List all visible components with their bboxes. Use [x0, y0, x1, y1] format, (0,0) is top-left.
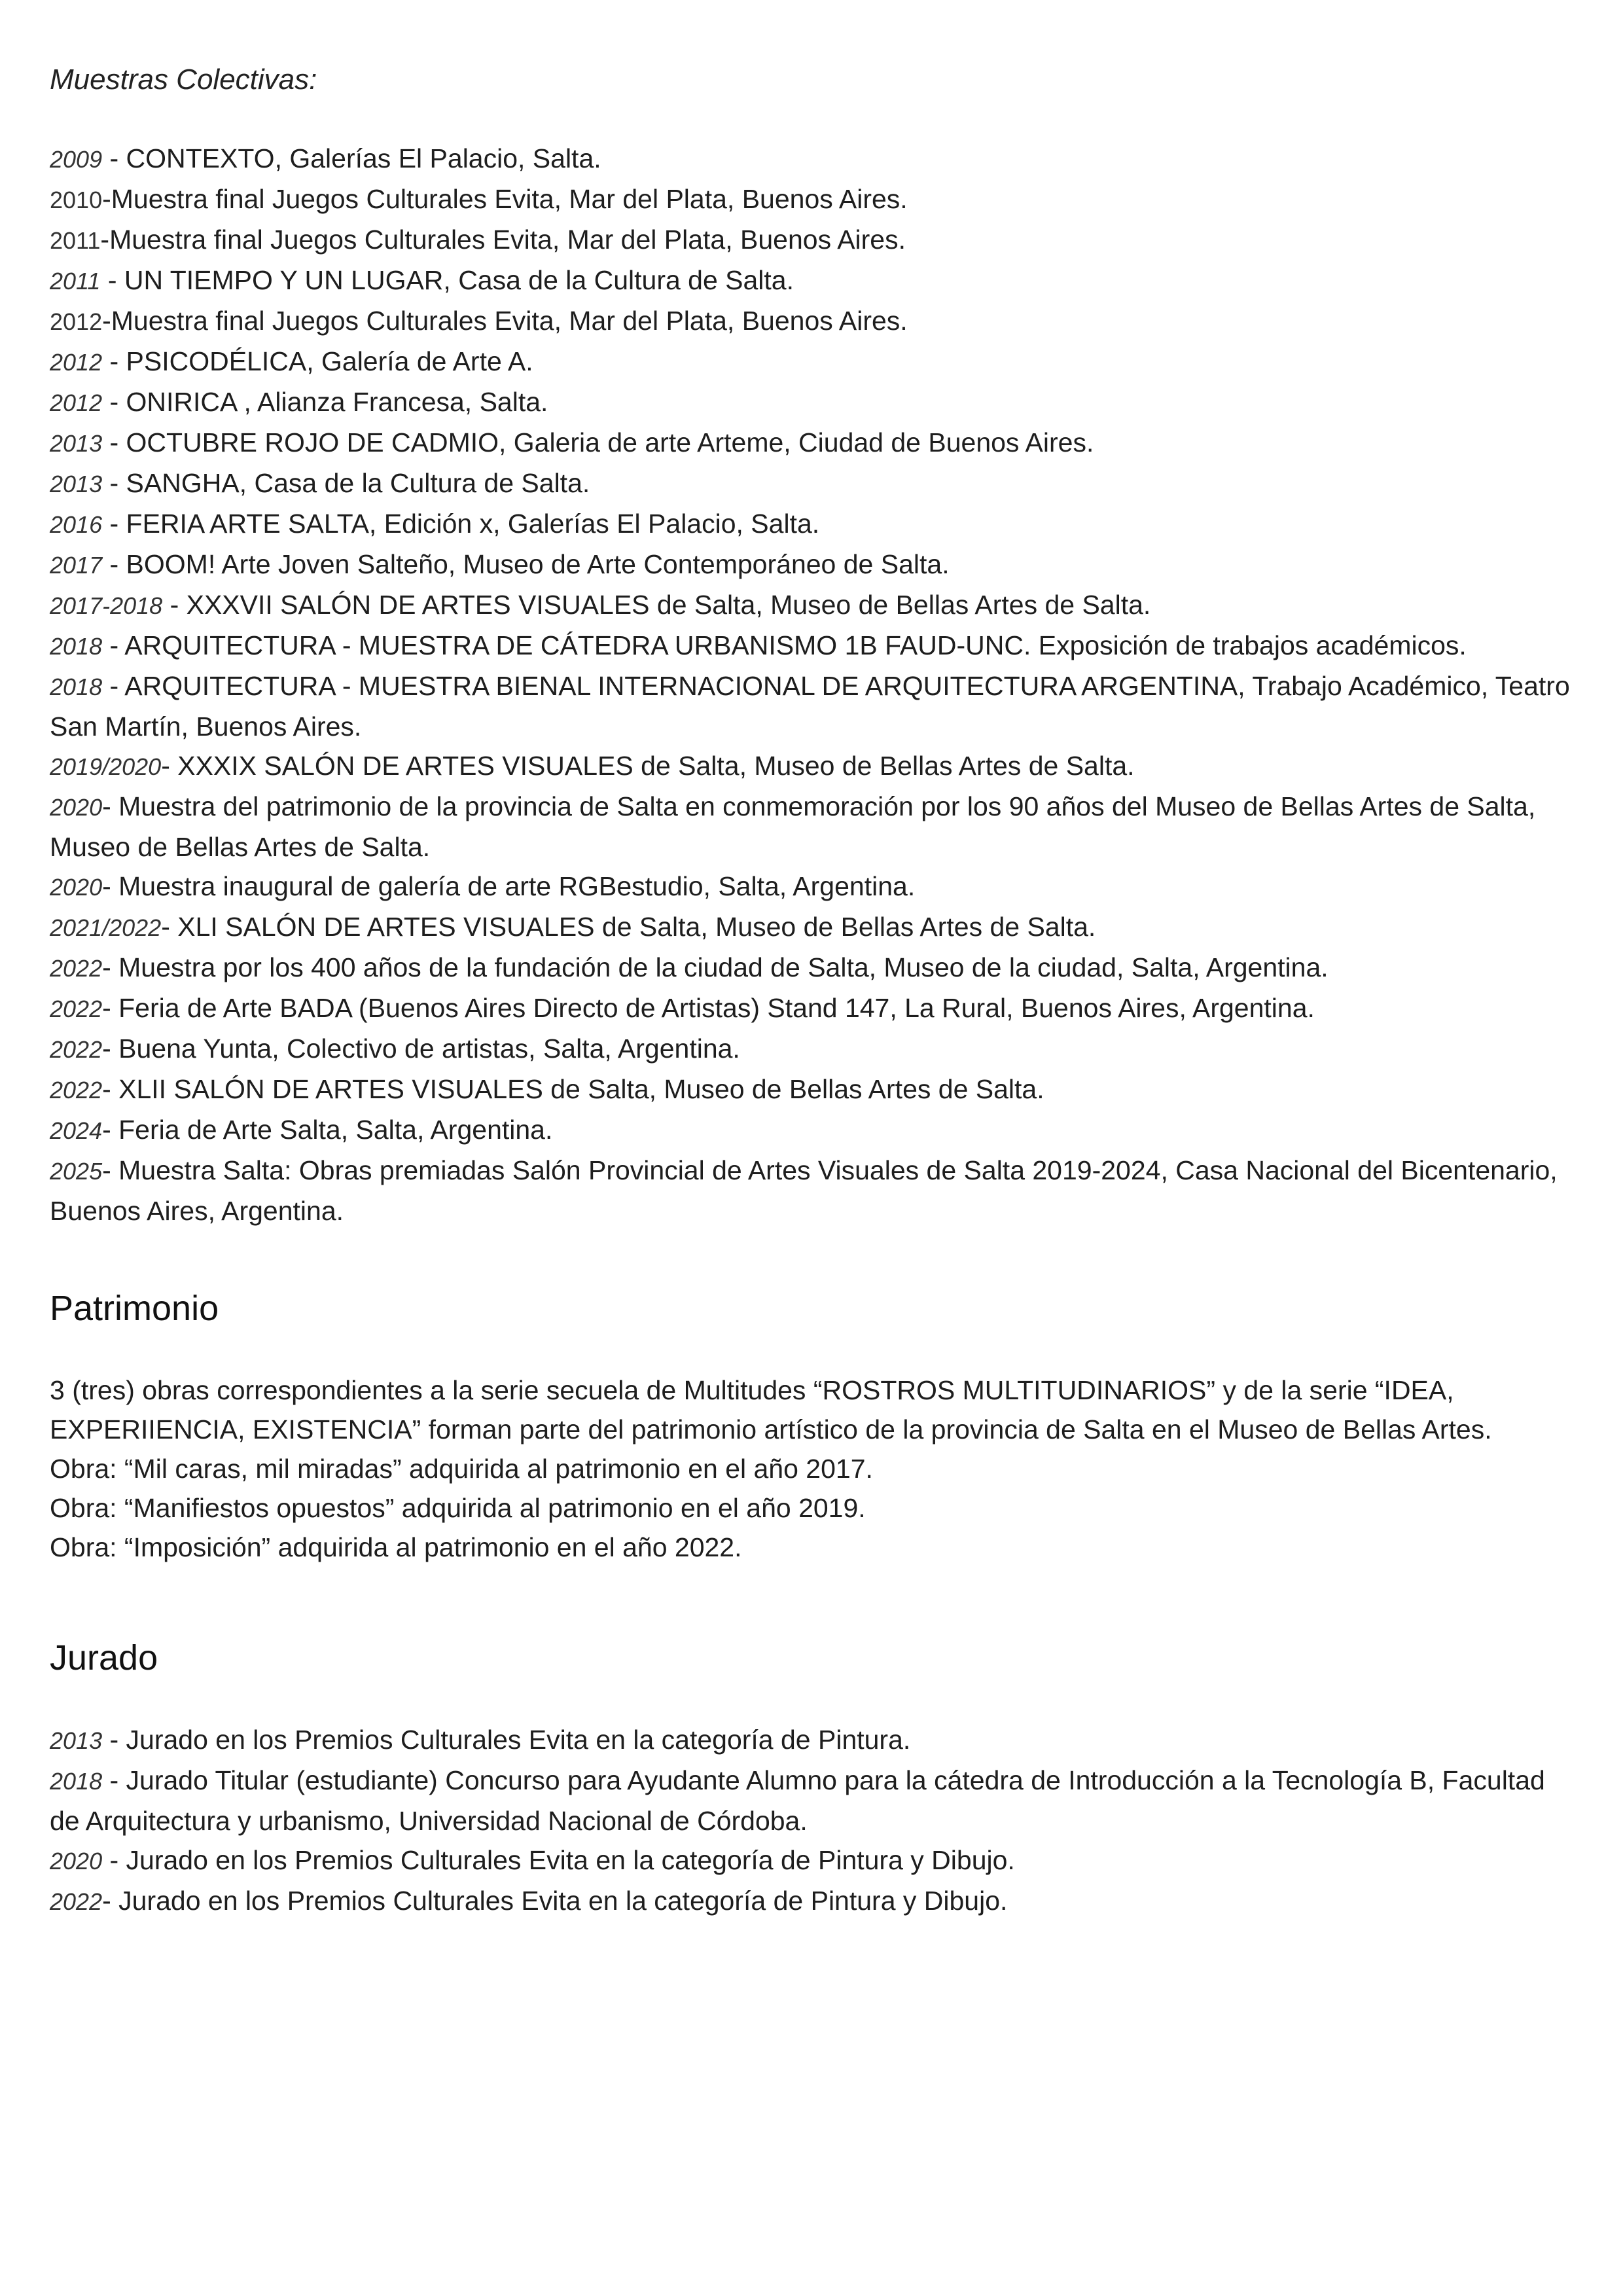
- entry-year: 2013: [50, 430, 103, 457]
- entry-text: Muestra del patrimonio de la provincia de Salta en conmemoración por los 90 años del Museo de Bellas Artes de Salta, Museo de Bellas Artes de Salta.: [50, 791, 1536, 862]
- exhibition-entry: [50, 867, 1581, 907]
- exhibition-entry: [50, 1110, 1581, 1151]
- spacer: [50, 99, 1581, 139]
- exhibition-entry: [50, 423, 1581, 463]
- entry-text: Buena Yunta, Colectivo de artistas, Salta, Argentina.: [118, 1033, 740, 1064]
- entry-text: ONIRICA , Alianza Francesa, Salta.: [126, 387, 548, 417]
- jury-entry: [50, 1840, 1581, 1881]
- entry-separator: -: [102, 1845, 126, 1875]
- entry-separator: -: [102, 671, 125, 701]
- entry-text: ARQUITECTURA - MUESTRA BIENAL INTERNACIONAL DE ARQUITECTURA ARGENTINA, Trabajo Académico, Teatro San Martín, Buenos Aires.: [50, 671, 1570, 742]
- exhibition-entry: [50, 139, 1581, 179]
- entry-year: 2022: [50, 996, 103, 1022]
- entry-year: 2022: [50, 1077, 103, 1103]
- entry-separator: -: [102, 387, 126, 417]
- exhibition-entry: [50, 746, 1581, 787]
- spacer: [50, 1331, 1581, 1371]
- entry-text: BOOM! Arte Joven Salteño, Museo de Arte Contemporáneo de Salta.: [126, 549, 950, 579]
- entry-separator: -: [102, 468, 126, 498]
- entry-separator: -: [102, 952, 119, 982]
- entry-text: Feria de Arte BADA (Buenos Aires Directo de Artistas) Stand 147, La Rural, Buenos Aires, Argentina.: [118, 993, 1315, 1023]
- entry-text: SANGHA, Casa de la Cultura de Salta.: [126, 468, 590, 498]
- entry-text: UN TIEMPO Y UN LUGAR, Casa de la Cultura de Salta.: [124, 265, 794, 295]
- exhibition-entry: [50, 220, 1581, 260]
- entry-text: Muestra por los 400 años de la fundación de la ciudad de Salta, Museo de la ciudad, Salta, Argentina.: [118, 952, 1329, 982]
- entry-year: 2022: [50, 955, 103, 982]
- entry-text: Muestra final Juegos Culturales Evita, Mar del Plata, Buenos Aires.: [111, 306, 908, 336]
- entry-text: XLII SALÓN DE ARTES VISUALES de Salta, Museo de Bellas Artes de Salta.: [118, 1074, 1044, 1104]
- entry-year: 2018: [50, 633, 103, 660]
- patrimonio-obra-line: Obra: “Mil caras, mil miradas” adquirida al patrimonio en el año 2017.: [50, 1454, 873, 1484]
- entry-year: 2024: [50, 1117, 103, 1144]
- muestras-colectivas-list: [50, 139, 1581, 1230]
- jury-entry: [50, 1720, 1581, 1761]
- entry-year: 2012: [50, 308, 103, 335]
- jury-entry: [50, 1881, 1581, 1922]
- spacer: [50, 1681, 1581, 1720]
- entry-year: 2020: [50, 1848, 103, 1874]
- entry-year: 2009: [50, 146, 103, 173]
- entry-separator: -: [102, 1765, 126, 1795]
- entry-year: 2022: [50, 1036, 103, 1063]
- entry-separator: -: [162, 590, 187, 620]
- entry-year: 2010: [50, 187, 103, 213]
- entry-separator: -: [102, 1725, 126, 1755]
- spacer: [50, 1567, 1581, 1635]
- entry-text: XLI SALÓN DE ARTES VISUALES de Salta, Museo de Bellas Artes de Salta.: [177, 912, 1096, 942]
- entry-text: Muestra inaugural de galería de arte RGBestudio, Salta, Argentina.: [118, 871, 916, 901]
- entry-separator: -: [102, 427, 126, 457]
- exhibition-entry: [50, 545, 1581, 585]
- entry-separator: -: [102, 1886, 119, 1916]
- entry-separator: -: [102, 630, 125, 660]
- patrimonio-body: [50, 1371, 1581, 1567]
- entry-year: 2013: [50, 1727, 103, 1754]
- entry-separator: -: [102, 1155, 119, 1185]
- exhibition-entry: [50, 1151, 1581, 1230]
- entry-separator: -: [102, 184, 111, 214]
- exhibition-entry: [50, 585, 1581, 626]
- patrimonio-obra-line: Obra: “Manifiestos opuestos” adquirida al patrimonio en el año 2019.: [50, 1493, 866, 1523]
- entry-separator: -: [102, 509, 126, 539]
- entry-separator: -: [100, 265, 124, 295]
- entry-separator: -: [100, 224, 110, 255]
- exhibition-entry: [50, 787, 1581, 867]
- entry-text: PSICODÉLICA, Galería de Arte A.: [126, 346, 533, 376]
- entry-text: OCTUBRE ROJO DE CADMIO, Galeria de arte Arteme, Ciudad de Buenos Aires.: [126, 427, 1094, 457]
- entry-text: Jurado en los Premios Culturales Evita en la categoría de Pintura.: [126, 1725, 911, 1755]
- entry-separator: -: [102, 1115, 119, 1145]
- exhibition-entry: [50, 948, 1581, 988]
- entry-separator: -: [102, 1074, 119, 1104]
- entry-separator: -: [102, 1033, 119, 1064]
- exhibition-entry: [50, 179, 1581, 220]
- entry-year: 2020: [50, 874, 103, 901]
- patrimonio-paragraph: 3 (tres) obras correspondientes a la serie secuela de Multitudes “ROSTROS MULTITUDINARIOS” y de la serie “IDEA, EXPERIIENCIA, EXISTENCIA” forman parte del patrimonio artístico de la provincia de Salta en el Museo de Bellas Artes.: [50, 1375, 1492, 1444]
- entry-year: 2022: [50, 1888, 103, 1915]
- entry-text: Jurado Titular (estudiante) Concurso para Ayudante Alumno para la cátedra de Introducción a la Tecnología B, Facultad de Arquitectura y urbanismo, Universidad Nacional de Córdoba.: [50, 1765, 1545, 1836]
- entry-text: CONTEXTO, Galerías El Palacio, Salta.: [126, 143, 601, 173]
- entry-separator: -: [102, 871, 119, 901]
- entry-text: XXXVII SALÓN DE ARTES VISUALES de Salta, Museo de Bellas Artes de Salta.: [186, 590, 1151, 620]
- exhibition-entry: [50, 1029, 1581, 1069]
- entry-year: 2025: [50, 1158, 103, 1185]
- patrimonio-obra-line: Obra: “Imposición” adquirida al patrimonio en el año 2022.: [50, 1532, 742, 1562]
- exhibition-entry: [50, 1069, 1581, 1110]
- spacer: [50, 1230, 1581, 1285]
- entry-year: 2016: [50, 511, 103, 538]
- exhibition-entry: [50, 463, 1581, 504]
- entry-text: Jurado en los Premios Culturales Evita en la categoría de Pintura y Dibujo.: [126, 1845, 1015, 1875]
- entry-separator: -: [102, 549, 126, 579]
- exhibition-entry: [50, 907, 1581, 948]
- entry-year: 2012: [50, 389, 103, 416]
- muestras-colectivas-title: Muestras Colectivas:: [50, 63, 317, 96]
- entry-year: 2012: [50, 349, 103, 376]
- exhibition-entry: [50, 342, 1581, 382]
- exhibition-entry: [50, 301, 1581, 342]
- entry-year: 2018: [50, 1768, 103, 1795]
- entry-text: Jurado en los Premios Culturales Evita en la categoría de Pintura y Dibujo.: [118, 1886, 1008, 1916]
- entry-text: XXXIX SALÓN DE ARTES VISUALES de Salta, Museo de Bellas Artes de Salta.: [177, 751, 1135, 781]
- entry-text: Muestra Salta: Obras premiadas Salón Provincial de Artes Visuales de Salta 2019-2024, Casa Nacional del Bicentenario, Buenos Aires, Argentina.: [50, 1155, 1558, 1226]
- entry-text: ARQUITECTURA - MUESTRA DE CÁTEDRA URBANISMO 1B FAUD-UNC. Exposición de trabajos académicos.: [124, 630, 1467, 660]
- entry-year: 2021/2022: [50, 914, 162, 941]
- entry-text: Muestra final Juegos Culturales Evita, Mar del Plata, Buenos Aires.: [109, 224, 906, 255]
- exhibition-entry: [50, 626, 1581, 666]
- jurado-list: [50, 1720, 1581, 1922]
- jurado-heading: Jurado: [50, 1638, 158, 1677]
- entry-separator: -: [102, 346, 126, 376]
- entry-year: 2011: [50, 227, 101, 254]
- entry-separator: -: [102, 143, 126, 173]
- entry-separator: -: [102, 791, 119, 821]
- entry-year: 2018: [50, 673, 103, 700]
- exhibition-entry: [50, 260, 1581, 301]
- patrimonio-heading: Patrimonio: [50, 1289, 219, 1328]
- entry-year: 2019/2020: [50, 753, 162, 780]
- entry-year: 2017-2018: [50, 592, 163, 619]
- entry-separator: -: [102, 993, 119, 1023]
- entry-separator: -: [161, 912, 178, 942]
- entry-text: Muestra final Juegos Culturales Evita, Mar del Plata, Buenos Aires.: [111, 184, 908, 214]
- jury-entry: [50, 1761, 1581, 1840]
- entry-year: 2011: [50, 268, 101, 295]
- exhibition-entry: [50, 988, 1581, 1029]
- exhibition-entry: [50, 666, 1581, 746]
- entry-text: FERIA ARTE SALTA, Edición x, Galerías El Palacio, Salta.: [126, 509, 820, 539]
- entry-year: 2013: [50, 471, 103, 497]
- entry-text: Feria de Arte Salta, Salta, Argentina.: [118, 1115, 553, 1145]
- exhibition-entry: [50, 382, 1581, 423]
- entry-year: 2020: [50, 794, 103, 821]
- entry-separator: -: [102, 306, 111, 336]
- entry-separator: -: [161, 751, 178, 781]
- exhibition-entry: [50, 504, 1581, 545]
- document-page: [50, 60, 1581, 1922]
- entry-year: 2017: [50, 552, 103, 579]
